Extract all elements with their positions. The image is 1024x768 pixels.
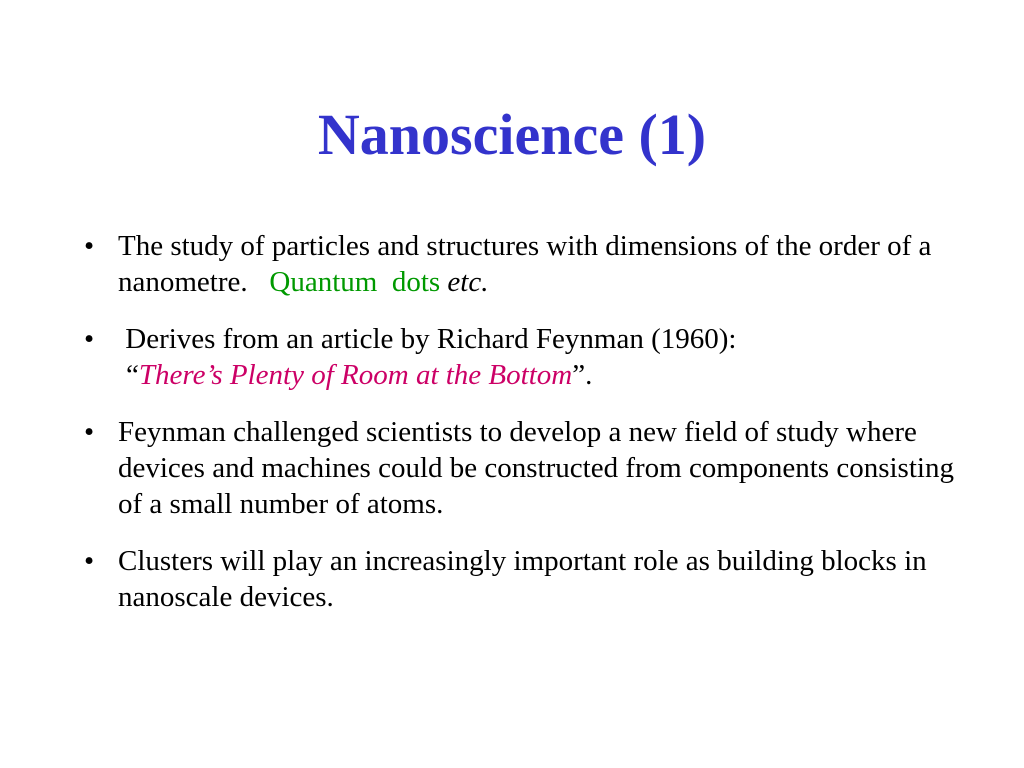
bullet-item-2 bbox=[80, 321, 980, 393]
bullet-1-green-1: Quantum bbox=[269, 266, 378, 298]
quote-close: ”. bbox=[572, 359, 593, 391]
bullet-item-3 bbox=[80, 414, 980, 522]
bullet-2-quote-line bbox=[118, 357, 980, 393]
bullet-icon: • bbox=[84, 545, 95, 577]
bullet-3-text: Feynman challenged scientists to develop a new field of study where devices and machines could be constructed from components consisting of a small number of atoms. bbox=[118, 416, 954, 520]
slide-title: Nanoscience (1) bbox=[317, 102, 707, 167]
bullet-4-text: Clusters will play an increasingly important role as building blocks in nanoscale devices. bbox=[118, 545, 927, 613]
bullet-icon: • bbox=[84, 323, 95, 355]
bullet-list bbox=[80, 228, 980, 636]
bullet-1-text: The study of particles and structures with dimensions of the order of a nanometre. bbox=[118, 230, 932, 298]
bullet-icon: • bbox=[84, 416, 95, 448]
bullet-icon: • bbox=[84, 230, 95, 262]
quote-open: “ bbox=[126, 359, 139, 391]
bullet-1-italic: etc. bbox=[447, 266, 489, 298]
bullet-item-4 bbox=[80, 543, 980, 615]
quote-text: There’s Plenty of Room at the Bottom bbox=[138, 359, 573, 391]
bullet-1-green-2: dots bbox=[391, 266, 441, 298]
bullet-2-text: Derives from an article by Richard Feynman (1960): bbox=[125, 323, 737, 355]
bullet-item-1 bbox=[80, 228, 980, 300]
